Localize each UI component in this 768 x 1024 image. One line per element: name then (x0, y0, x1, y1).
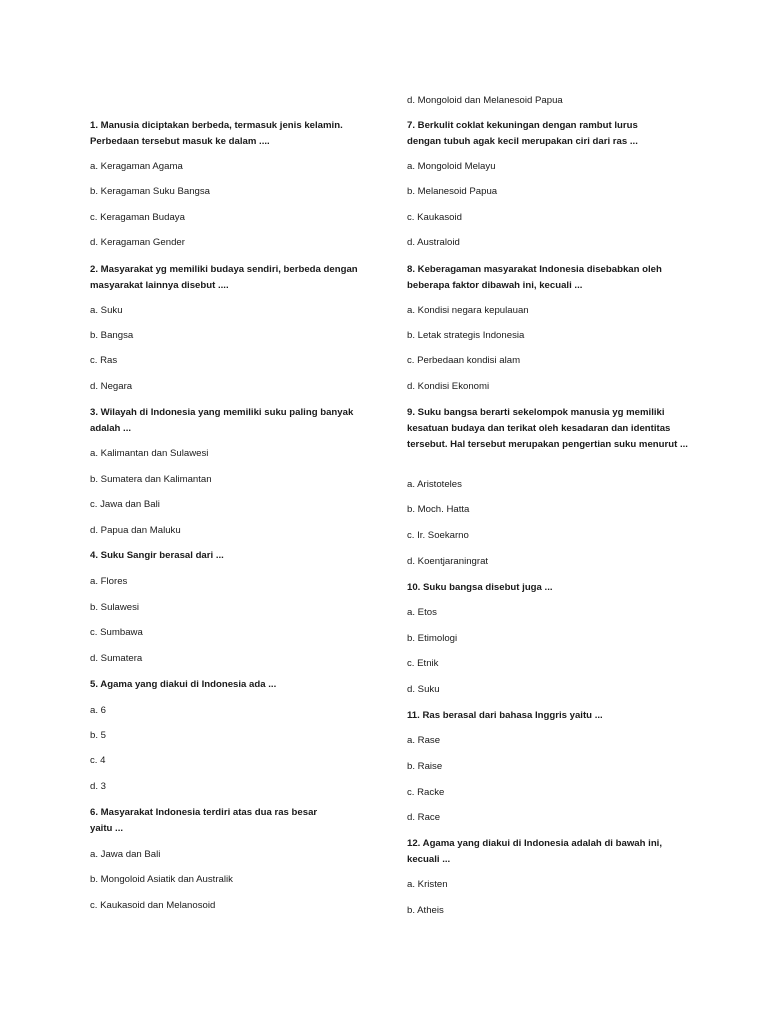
option-3d: d. Papua dan Maluku (90, 525, 181, 536)
option-10c: c. Etnik (407, 658, 439, 669)
option-11c: c. Racke (407, 787, 445, 798)
question-6: 6. Masyarakat Indonesia terdiri atas dua ras besar yaitu ... (90, 807, 318, 834)
option-11b: b. Raise (407, 761, 443, 772)
option-8a: a. Kondisi negara kepulauan (407, 305, 529, 316)
question-3: 3. Wilayah di Indonesia yang memiliki suku paling banyak adalah ... (90, 407, 354, 434)
question-1: 1. Manusia diciptakan berbeda, termasuk jenis kelamin. Perbedaan tersebut masuk ke dalam .... (90, 120, 343, 147)
option-7b: b. Melanesoid Papua (407, 186, 498, 197)
option-2d: d. Negara (90, 381, 133, 392)
option-3b: b. Sumatera dan Kalimantan (90, 474, 212, 485)
option-11d: d. Race (407, 812, 441, 823)
question-5: 5. Agama yang diakui di Indonesia ada ... (90, 679, 277, 690)
option-5d: d. 3 (90, 781, 107, 792)
option-8d: d. Kondisi Ekonomi (407, 381, 490, 392)
option-10a: a. Etos (407, 607, 437, 618)
option-4c: c. Sumbawa (90, 627, 143, 638)
option-1d: d. Keragaman Gender (90, 237, 185, 248)
question-4: 4. Suku Sangir berasal dari ... (90, 550, 224, 561)
option-9b: b. Moch. Hatta (407, 504, 470, 515)
question-7: 7. Berkulit coklat kekuningan dengan rambut lurus dengan tubuh agak kecil merupakan ciri dari ras ... (407, 120, 638, 147)
option-3a: a. Kalimantan dan Sulawesi (90, 448, 209, 459)
option-1b: b. Keragaman Suku Bangsa (90, 186, 211, 197)
option-9d: d. Koentjaraningrat (407, 556, 489, 567)
option-10d: d. Suku (407, 684, 440, 695)
question-11: 11. Ras berasal dari bahasa Inggris yaitu ... (407, 710, 603, 721)
option-1a: a. Keragaman Agama (90, 161, 183, 172)
option-5b: b. 5 (90, 730, 107, 741)
question-8: 8. Keberagaman masyarakat Indonesia disebabkan oleh beberapa faktor dibawah ini, kecuali ... (407, 264, 662, 291)
option-1c: c. Keragaman Budaya (90, 212, 185, 223)
option-5c: c. 4 (90, 755, 106, 766)
option-12b: b. Atheis (407, 905, 444, 916)
option-8b: b. Letak strategis Indonesia (407, 330, 525, 341)
option-9a: a. Aristoteles (407, 479, 462, 490)
option-8c: c. Perbedaan kondisi alam (407, 355, 521, 366)
option-2a: a. Suku (90, 305, 123, 316)
option-7c: c. Kaukasoid (407, 212, 462, 223)
option-5a: a. 6 (90, 705, 107, 716)
question-9: 9. Suku bangsa berarti sekelompok manusia yg memiliki kesatuan budaya dan terikat oleh kesadaran dan identitas tersebut. Hal tersebut merupakan pengertian suku menurut ... (407, 407, 688, 450)
option-4b: b. Sulawesi (90, 602, 140, 613)
option-3c: c. Jawa dan Bali (90, 499, 160, 510)
option-7d: d. Australoid (407, 237, 460, 248)
question-10: 10. Suku bangsa disebut juga ... (407, 582, 553, 593)
option-12a: a. Kristen (407, 879, 448, 890)
option-9c: c. Ir. Soekarno (407, 530, 469, 541)
option-11a: a. Rase (407, 735, 441, 746)
option-10b: b. Etimologi (407, 633, 458, 644)
option-4d: d. Sumatera (90, 653, 143, 664)
option-7a: a. Mongoloid Melayu (407, 161, 496, 172)
question-12: 12. Agama yang diakui di Indonesia adalah di bawah ini, kecuali ... (407, 838, 663, 865)
option-6b: b. Mongoloid Asiatik dan Australik (90, 874, 233, 885)
option-6c: c. Kaukasoid dan Melanosoid (90, 900, 216, 911)
option-6d: d. Mongoloid dan Melanesoid Papua (407, 95, 563, 106)
question-2: 2. Masyarakat yg memiliki budaya sendiri, berbeda dengan masyarakat lainnya disebut .... (90, 264, 358, 291)
option-4a: a. Flores (90, 576, 128, 587)
option-2c: c. Ras (90, 355, 118, 366)
option-2b: b. Bangsa (90, 330, 134, 341)
option-6a: a. Jawa dan Bali (90, 849, 161, 860)
